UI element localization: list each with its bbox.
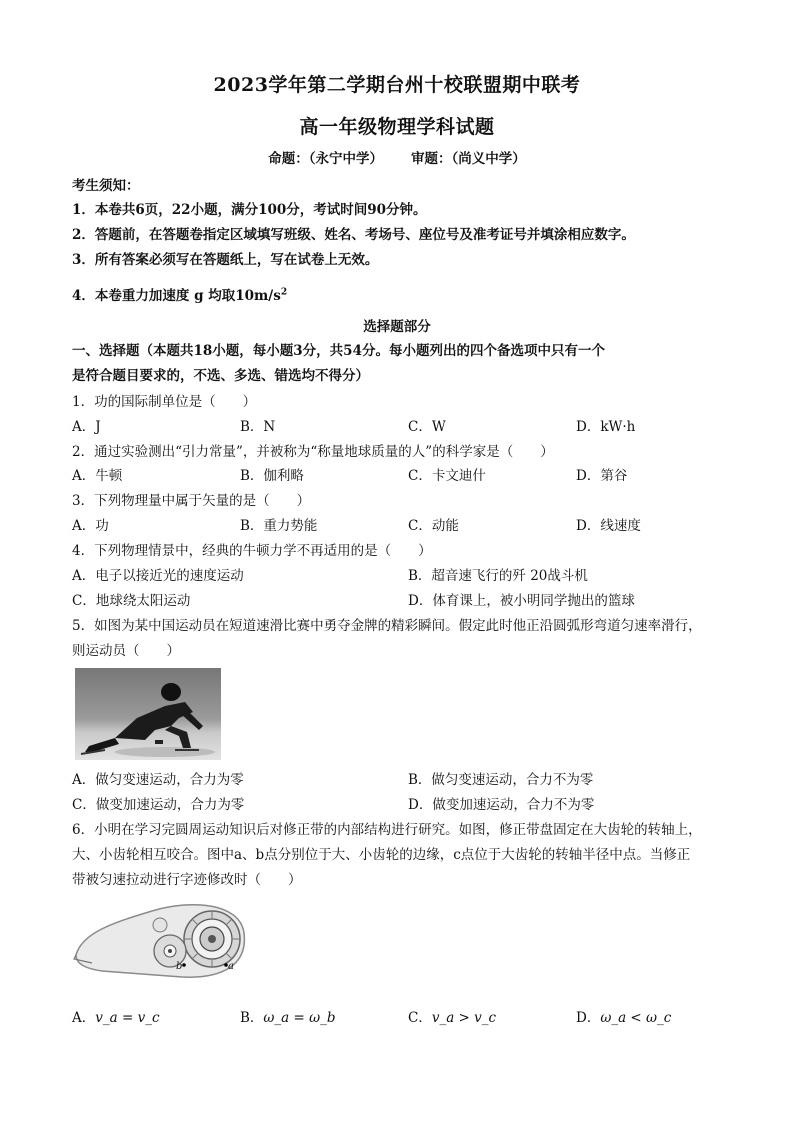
option-d: D．体育课上，被小明同学抛出的篮球	[408, 593, 635, 609]
question-stem: 5．如图为某中国运动员在短道速滑比赛中勇夺金牌的精彩瞬间。假定此时他正沿圆弧形弯道匀速率滑行，	[72, 618, 702, 634]
option-d: D．线速度	[576, 518, 641, 534]
option-b: B．做匀变速运动，合力不为零	[408, 772, 594, 788]
question-stem: 带被匀速拉动进行字迹修改时（ ）	[72, 872, 302, 888]
label-b: b	[176, 961, 183, 972]
reviewer: 审题：（尚义中学）	[411, 151, 526, 167]
question-stem: 4．下列物理情景中，经典的牛顿力学不再适用的是（ ）	[72, 543, 432, 559]
formula: ω_a < ω_c	[600, 1010, 672, 1026]
notice-item: 1．本卷共6页，22小题，满分100分，考试时间90分钟。	[72, 202, 427, 218]
option-b: B．N	[240, 419, 276, 435]
option-letter: C．	[408, 1010, 432, 1026]
exam-subtitle: 高一年级物理学科试题	[299, 116, 495, 138]
option-b: B．伽利略	[240, 468, 304, 484]
formula: v_a > v_c	[431, 1010, 497, 1026]
section-title: 选择题部分	[363, 319, 431, 335]
notice-item: 3．所有答案必须写在答题纸上，写在试卷上无效。	[72, 252, 379, 268]
section-heading: 是符合题目要求的，不选、多选、错选均不得分）	[72, 368, 369, 384]
option-b: B．重力势能	[240, 518, 318, 534]
correction-tape-photo	[72, 893, 252, 983]
option-letter: B．	[240, 1010, 264, 1026]
formula: ω_a = ω_b	[263, 1010, 336, 1026]
question-stem: 2．通过实验测出“引力常量”，并被称为“称量地球质量的人”的科学家是（ ）	[72, 444, 554, 460]
skater-figure	[75, 668, 221, 760]
option-c	[408, 1006, 496, 1026]
option-c: C．做变加速运动，合力为零	[72, 797, 245, 813]
superscript: 2	[280, 287, 288, 298]
option-b: B．超音速飞行的歼 20战斗机	[408, 568, 588, 584]
question-stem: 大、小齿轮相互咬合。图中a、b点分别位于大、小齿轮的边缘，c点位于大齿轮的转轴半径中点。当修正	[72, 847, 691, 863]
option-a: A．做匀变速运动，合力为零	[72, 772, 244, 788]
setter: 命题：（永宁中学）	[268, 151, 383, 167]
question-stem: 3．下列物理量中属于矢量的是（ ）	[72, 493, 311, 509]
notice-item: 4．本卷重力加速度 g 均取10m/s	[72, 288, 281, 304]
notice-item-4	[72, 284, 287, 304]
option-c: C．卡文迪什	[408, 468, 486, 484]
option-c: C．W	[408, 419, 446, 435]
option-a: A．J	[72, 419, 101, 435]
notice-item: 2．答题前，在答题卷指定区域填写班级、姓名、考场号、座位号及准考证号并填涂相应数字。	[72, 227, 635, 243]
option-a	[72, 1006, 160, 1026]
option-c: C．动能	[408, 518, 459, 534]
option-a: A．牛顿	[72, 468, 123, 484]
option-a: A．电子以接近光的速度运动	[72, 568, 244, 584]
section-heading: 一、选择题（本题共18小题，每小题3分，共54分。每小题列出的四个备选项中只有一个	[72, 343, 605, 359]
label-a: a	[228, 961, 234, 972]
option-d	[576, 1006, 671, 1026]
question-stem: 则运动员（ ）	[72, 643, 180, 659]
correction-tape-figure	[72, 893, 252, 983]
exam-title: 2023学年第二学期台州十校联盟期中联考	[213, 74, 581, 96]
question-stem: 1．功的国际制单位是（ ）	[72, 394, 257, 410]
option-letter: D．	[576, 1010, 601, 1026]
option-a: A．功	[72, 518, 109, 534]
skater-photo	[75, 668, 221, 760]
option-b	[240, 1006, 336, 1026]
notice-heading: 考生须知：	[72, 178, 140, 194]
formula: v_a = v_c	[95, 1010, 160, 1026]
option-d: D．第谷	[576, 468, 628, 484]
option-d: D．kW·h	[576, 419, 636, 435]
question-stem: 6．小明在学习完圆周运动知识后对修正带的内部结构进行研究。如图，修正带盘固定在大齿轮的转轴上，	[72, 822, 702, 838]
option-d: D．做变加速运动，合力不为零	[408, 797, 595, 813]
option-c: C．地球绕太阳运动	[72, 593, 191, 609]
setter-line	[0, 147, 794, 167]
option-letter: A．	[72, 1010, 96, 1026]
